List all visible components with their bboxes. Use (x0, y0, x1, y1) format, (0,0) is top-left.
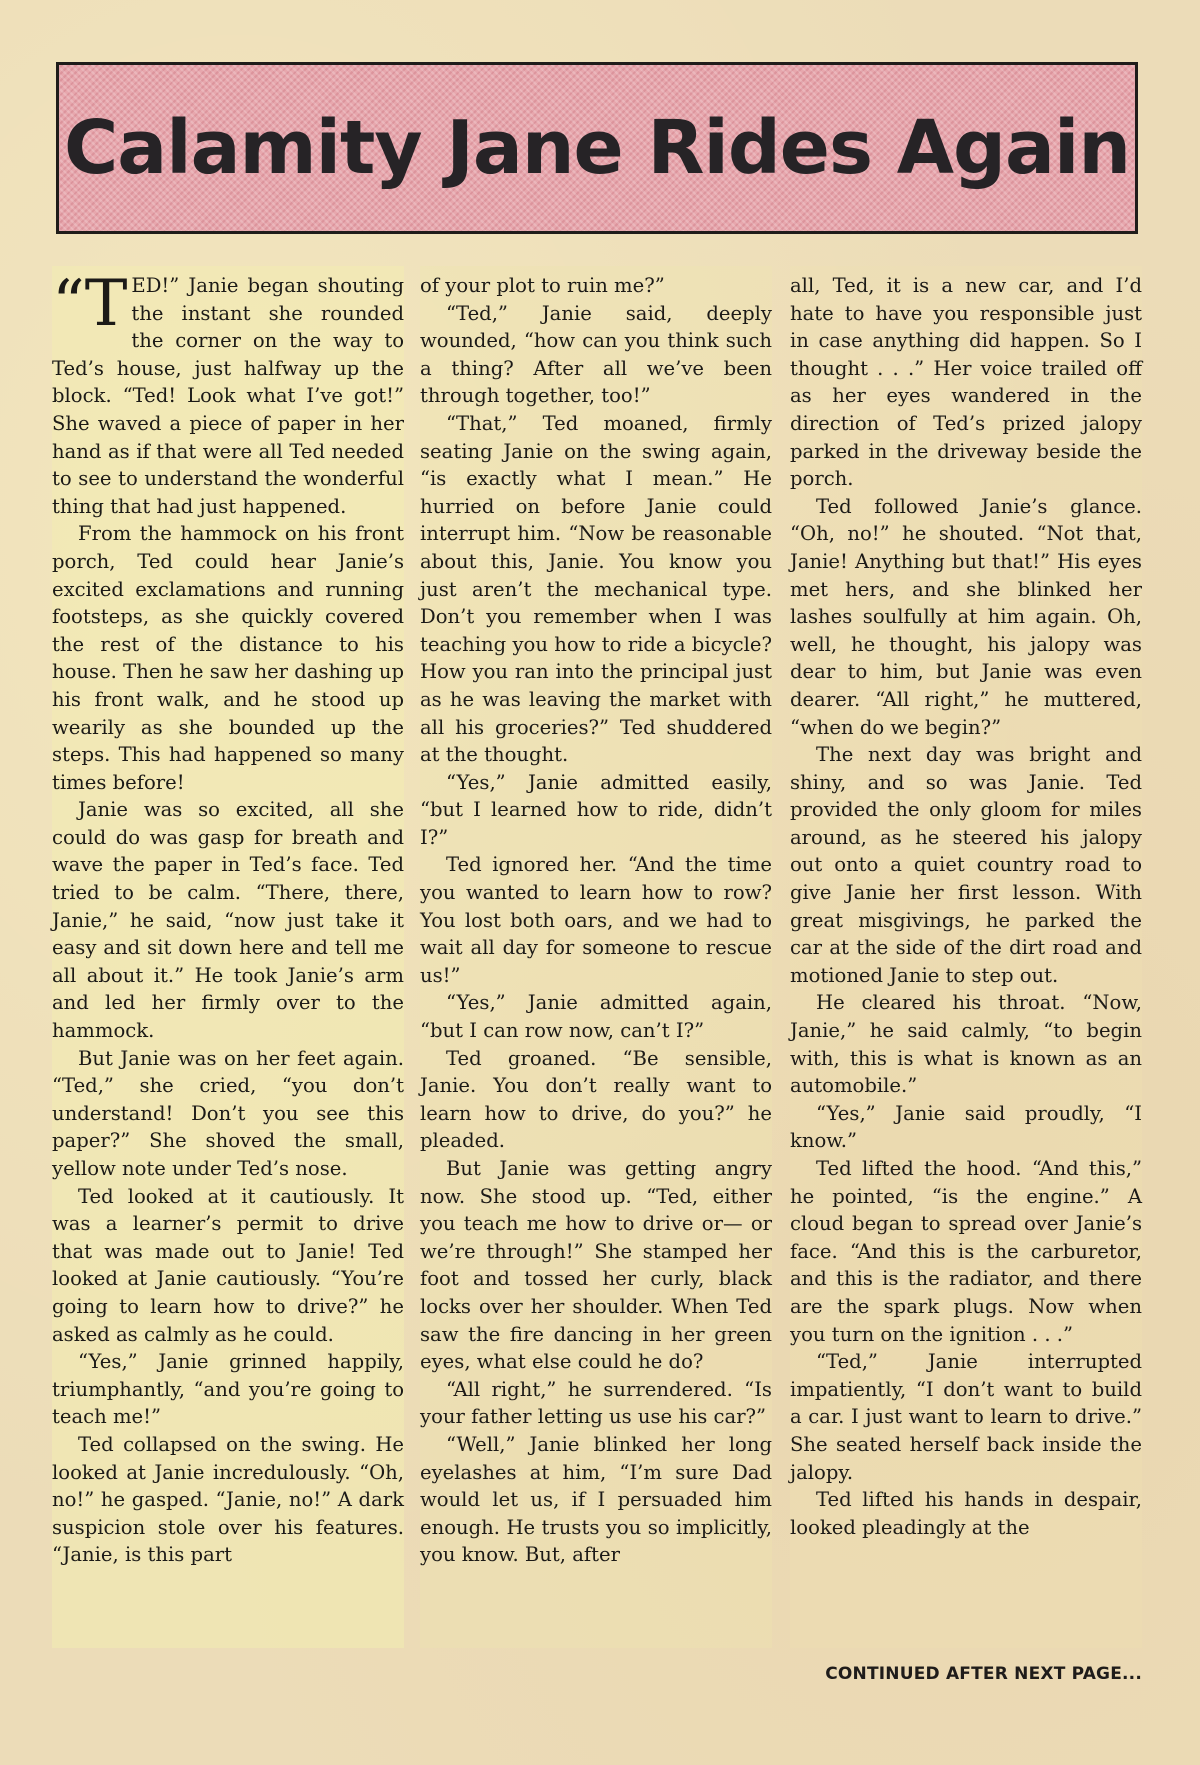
paragraph: of your plot to ruin me?” (420, 274, 665, 297)
story-title: Calamity Jane Rides Again (63, 105, 1131, 191)
paragraph: “Yes,” Janie admitted easily, “but I learned how to ride, didn’t I?” (420, 770, 772, 849)
paragraph: “Well,” Janie blinked her long eyelashes at him, “I’m sure Dad would let us, if I persuaded him enough. He trusts you so implicitly, you know. But, after (420, 1432, 772, 1567)
paragraph-text: ED!” Janie began shouting the instant she rounded the corner on the way to Ted’s house, just halfway up the block. “Ted! Look what I’ve got!” She waved a piece of paper in her hand as if that were all Ted needed to see to understand the wonderful thing that had just happened. (52, 274, 404, 518)
paragraph: Ted followed Janie’s glance. “Oh, no!” he shouted. “Not that, Janie! Anything but that!” His eyes met hers, and she blinked her lashes soulfully at him again. Oh, well, he thought, his jalopy was dear to him, but Janie was even dearer. “All right,” he muttered, “when do we begin?” (790, 494, 1142, 739)
paragraph: “That,” Ted moaned, firmly seating Janie on the swing again, “is exactly what I mean.” He hurried on before Janie could interrupt him. “Now be reasonable about this, Janie. You know you just aren’t the mechanical type. Don’t you remember when I was teaching you how to ride a bicycle? How you ran into the principal just as he was leaving the market with all his groceries?” Ted shuddered at the thought. (420, 411, 772, 767)
text-column-2 (420, 266, 772, 1648)
paragraph: Janie was so excited, all she could do was gasp for breath and wave the paper in Ted’s face. Ted tried to be calm. “There, there, Janie,” he said, “now just take it easy and sit down here and tell me all about it.” He took Janie’s arm and led her firmly over to the hammock. (52, 798, 404, 1043)
paragraph: “Ted,” Janie interrupted impatiently, “I don’t want to build a car. I just want to learn to drive.” She seated herself back inside the jalopy. (790, 1350, 1142, 1484)
paragraph: all, Ted, it is a new car, and I’d hate to have you responsible just in case anything did happen. So I thought . . .” Her voice trailed off as her eyes wandered in the direction of Ted’s prized jalopy parked in the driveway beside the porch. (790, 274, 1142, 491)
paragraph: “Yes,” Janie grinned happily, triumphantly, “and you’re going to teach me!” (52, 1350, 404, 1429)
paragraph: Ted lifted his hands in despair, looked pleadingly at the (790, 1488, 1142, 1539)
paragraph: Ted lifted the hood. “And this,” he pointed, “is the engine.” A cloud began to spread over Janie’s face. “And this is the carburetor, and this is the radiator, and there are the spark plugs. Now when you turn on the ignition . . .” (790, 1157, 1142, 1346)
continued-note: CONTINUED AFTER NEXT PAGE... (825, 1664, 1142, 1684)
paragraph: “All right,” he surrendered. “Is your father letting us use his car?” (420, 1377, 772, 1429)
paragraph: The next day was bright and shiny, and so was Janie. Ted provided the only gloom for miles around, as he steered his jalopy out onto a quiet country road to give Janie her first lesson. With great misgivings, he parked the car at the side of the dirt road and motioned Janie to step out. (790, 743, 1142, 987)
paragraph: Ted groaned. “Be sensible, Janie. You don’t really want to learn how to drive, do you?” he pleaded. (420, 1046, 772, 1153)
paragraph: “Ted,” Janie said, deeply wounded, “how can you think such a thing? After all we’ve been through together, too!” (420, 301, 772, 408)
paragraph: Ted ignored her. “And the time you wanted to learn how to row? You lost both oars, and we had to wait all day for someone to rescue us!” (420, 853, 772, 987)
paragraph: But Janie was getting angry now. She stood up. “Ted, either you teach me how to drive or— or we’re through!” She stamped her foot and tossed her curly, black locks over her shoulder. When Ted saw the fire dancing in her green eyes, what else could he do? (420, 1157, 772, 1374)
paragraph: “Yes,” Janie said proudly, “I know.” (790, 1101, 1142, 1153)
paragraph: Ted looked at it cautiously. It was a learner’s permit to drive that was made out to Janie! Ted looked at Janie cautiously. “You’re going to learn how to drive?” he asked as calmly as he could. (52, 1184, 404, 1346)
text-column-1 (52, 266, 404, 1648)
title-banner (56, 62, 1138, 234)
paragraph (52, 267, 404, 520)
text-column-3 (790, 266, 1142, 1648)
paragraph: From the hammock on his front porch, Ted could hear Janie’s excited exclamations and running footsteps, as she quickly covered the rest of the distance to his house. Then he saw her dashing up his front walk, and he stood up wearily as she bounded up the steps. This had happened so many times before! (52, 522, 404, 794)
paragraph: Ted collapsed on the swing. He looked at Janie incredulously. “Oh, no!” he gasped. “Janie, no!” A dark suspicion stole over his features. “Janie, is this part (52, 1432, 404, 1567)
paragraph: But Janie was on her feet again. “Ted,” she cried, “you don’t understand! Don’t you see this paper?” She shoved the small, yellow note under Ted’s nose. (52, 1046, 404, 1180)
paragraph: He cleared his throat. “Now, Janie,” he said calmly, “to begin with, this is what is known as an automobile.” (790, 991, 1142, 1098)
paragraph: “Yes,” Janie admitted again, “but I can row now, can’t I?” (420, 991, 772, 1043)
drop-cap: “T (52, 267, 128, 341)
